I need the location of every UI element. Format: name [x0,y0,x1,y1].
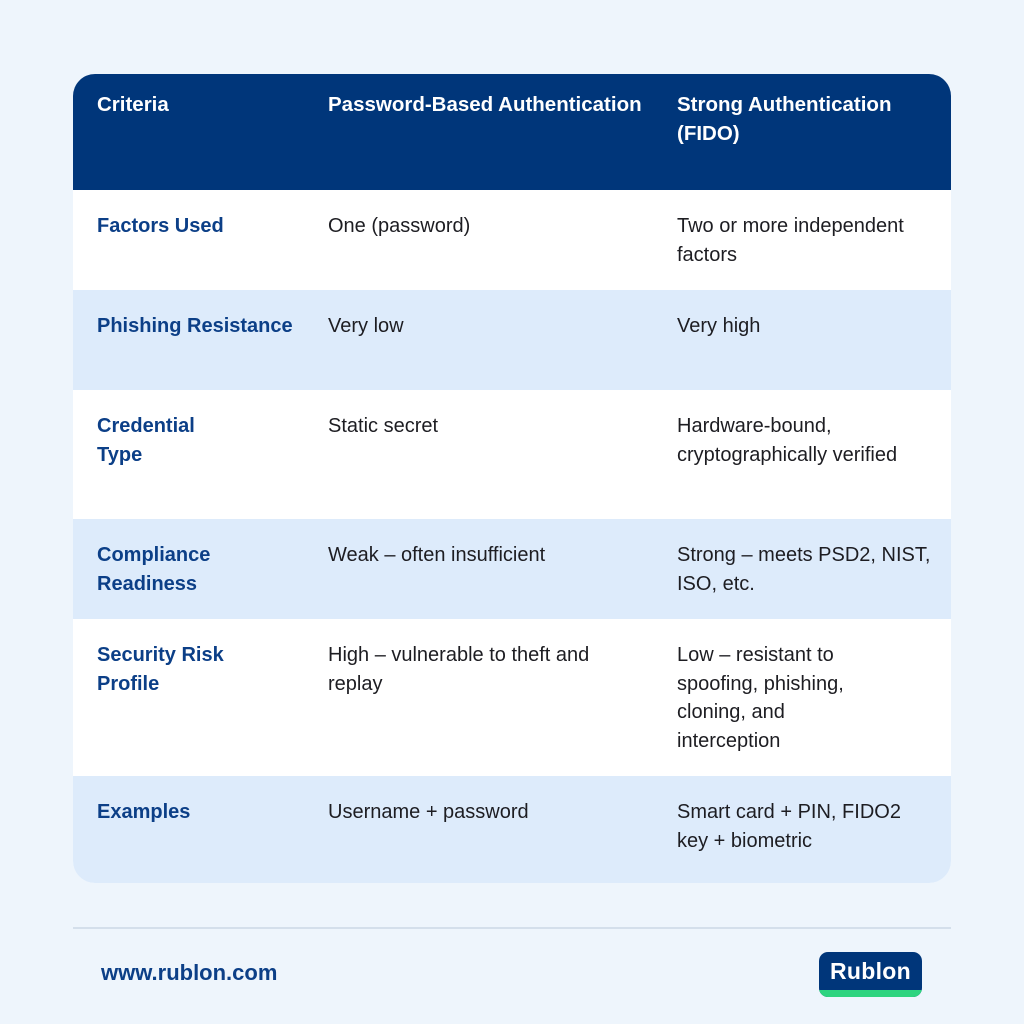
logo-wordmark: Rublon [830,958,911,984]
fido-cell: Two or more independent factors [677,215,904,266]
table-row [73,290,951,390]
fido-cell: Very high [677,315,761,337]
fido-cell: Hardware-bound, cryptographically verified [677,415,898,466]
header-strong-authentication: Strong Authentication (FIDO) [677,93,892,145]
table-row [73,190,951,290]
fido-cell: Smart card + PIN, FIDO2 key + biometric [677,801,901,852]
footer-website-link[interactable]: www.rublon.com [101,960,278,985]
row-label: Compliance Readiness [97,544,211,595]
rublon-logo [819,952,922,997]
row-label: Phishing Resistance [97,315,293,337]
password-cell: Static secret [328,415,439,437]
header-criteria: Criteria [97,93,169,116]
row-label: Factors Used [97,215,224,237]
fido-cell: Low – resistant to spoofing, phishing, cloning, and interception [677,644,844,752]
table-header-row [73,74,951,190]
password-cell: Weak – often insufficient [328,544,546,566]
row-label: Security Risk Profile [97,644,224,695]
table-row [73,619,951,776]
header-password-based: Password-Based Authentication [328,93,642,116]
logo-accent-bar [819,990,922,997]
password-cell: Username + password [328,801,529,823]
row-label: Credential Type [97,415,195,466]
comparison-table [73,74,951,883]
footer-divider [73,927,951,929]
password-cell: High – vulnerable to theft and replay [328,644,590,695]
table-row [73,390,951,519]
password-cell: One (password) [328,215,471,237]
password-cell: Very low [328,315,404,337]
table-row [73,776,951,883]
row-label: Examples [97,801,191,823]
fido-cell: Strong – meets PSD2, NIST, ISO, etc. [677,544,931,595]
table-row [73,519,951,619]
